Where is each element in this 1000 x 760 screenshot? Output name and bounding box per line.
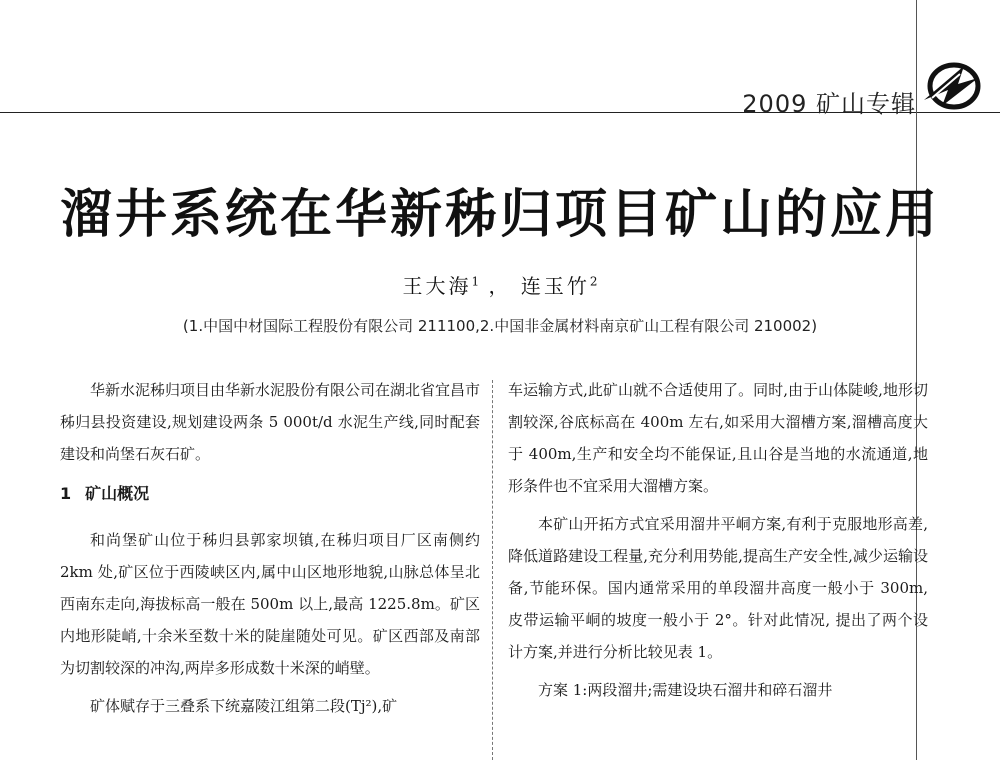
- article-title: 溜井系统在华新秭归项目矿山的应用: [59, 184, 940, 245]
- left-column: [60, 374, 480, 728]
- author-affiliation-mark: 2: [589, 274, 598, 289]
- affiliation-line: (1.中国中材国际工程股份有限公司 211100,2.中国非金属材料南京矿山工程有限公司 210002): [182, 317, 818, 335]
- paragraph: 方案 1:两段溜井;需建设块石溜井和碎石溜井: [538, 681, 833, 699]
- paragraph: 和尚堡矿山位于秭归县郭家坝镇,在秭归项目厂区南侧约 2km 处,矿区位于西陵峡区内,属中山区地形地貌,山脉总体呈北西南东走向,海拔标高一般在 500m 以上,最高 1225.8m。矿区内地形陡峭,十余米至数十米的陡崖随处可见。矿区西部及南部为切割较深的冲沟,两岸多形成数十米深的峭壁。: [60, 531, 480, 677]
- journal-issue-label: 2009 矿山专辑: [742, 90, 916, 118]
- section-title: 矿山概况: [85, 484, 150, 503]
- paragraph: 矿体赋存于三叠系下统嘉陵江组第二段(Tj²),矿: [90, 697, 398, 715]
- author-affiliation-mark: 1: [471, 274, 480, 289]
- author-name: 连玉竹: [520, 274, 590, 298]
- author-line: [0, 270, 1000, 299]
- author-name: 王大海: [402, 274, 472, 298]
- section-heading: [60, 478, 480, 510]
- author-separator: ，: [488, 274, 512, 298]
- column-divider: [492, 380, 493, 760]
- paragraph: 车运输方式,此矿山就不合适使用了。同时,由于山体陡峻,地形切割较深,谷底标高在 400m 左右,如采用大溜槽方案,溜槽高度大于 400m,生产和安全均不能保证,且山谷是当地的水流通道,地形条件也不宜采用大溜槽方案。: [508, 381, 928, 495]
- journal-logo-icon: [918, 56, 984, 112]
- right-column: [508, 374, 928, 712]
- paragraph: 本矿山开拓方式宜采用溜井平峒方案,有利于克服地形高差,降低道路建设工程量,充分利用势能,提高生产安全性,减少运输设备,节能环保。国内通常采用的单段溜井高度一般小于 300m, 皮带运输平峒的坡度一般小于 2°。针对此情况, 提出了两个设计方案,并进行分析比较见表 1。: [508, 515, 928, 661]
- paragraph: 华新水泥秭归项目由华新水泥股份有限公司在湖北省宜昌市秭归县投资建设,规划建设两条 5 000t/d 水泥生产线,同时配套建设和尚堡石灰石矿。: [60, 381, 481, 463]
- section-number: 1: [60, 484, 72, 503]
